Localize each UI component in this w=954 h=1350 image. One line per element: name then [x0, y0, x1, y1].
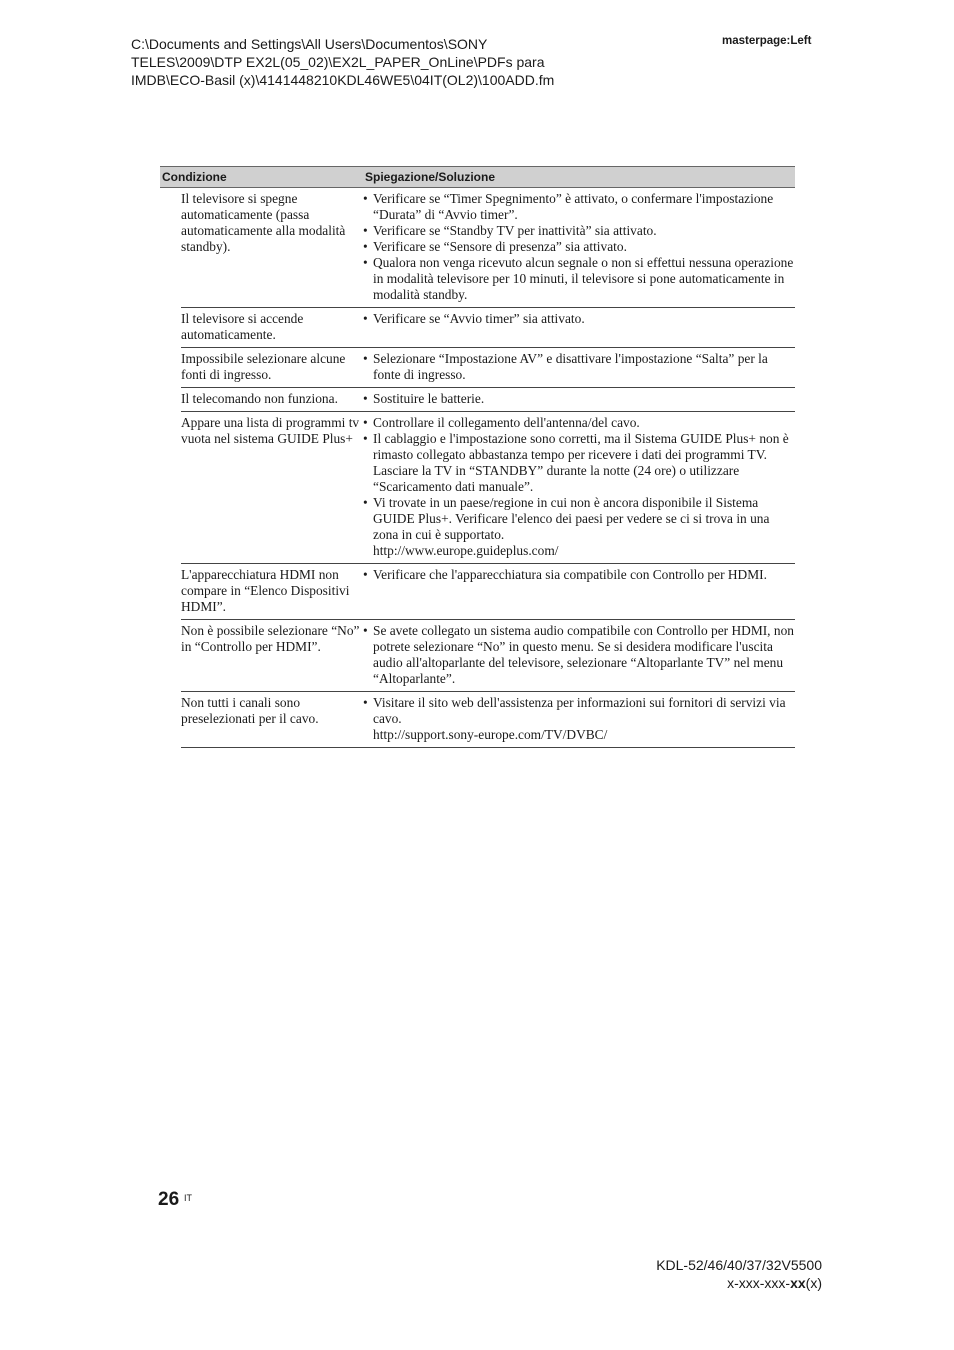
table-row — [181, 388, 795, 412]
solution-text: Verificare se “Sensore di presenza” sia attivato. — [373, 239, 627, 254]
solution-text: Visitare il sito web dell'assistenza per informazioni sui fornitori di servizi via cavo. — [373, 695, 786, 726]
bullet-icon: • — [363, 567, 368, 582]
table-row — [181, 620, 795, 692]
condition-cell: Non è possibile selezionare “No” in “Controllo per HDMI”. — [181, 623, 360, 654]
condition-cell: Il televisore si spegne automaticamente (passa automaticamente alla modalità standby). — [181, 191, 346, 254]
table-row — [181, 308, 795, 348]
column-header-solution: Spiegazione/Soluzione — [365, 170, 496, 184]
condition-cell: Il telecomando non funziona. — [181, 391, 338, 406]
model-line: KDL-52/46/40/37/32V5500 — [656, 1257, 822, 1273]
column-header-condition: Condizione — [162, 170, 227, 184]
bullet-icon: • — [363, 223, 368, 238]
bullet-icon: • — [363, 695, 368, 710]
solution-item — [363, 223, 795, 239]
condition-cell: L'apparecchiatura HDMI non compare in “Elenco Dispositivi HDMI”. — [181, 567, 350, 614]
file-path-line: TELES\2009\DTP EX2L(05_02)\EX2L_PAPER_OnLine\PDFs para — [131, 54, 545, 70]
bullet-icon: • — [363, 415, 368, 430]
product-code-bold: xx — [790, 1275, 806, 1291]
product-code-prefix: x-xxx-xxx- — [727, 1275, 791, 1291]
solution-text: Il cablaggio e l'impostazione sono corretti, ma il Sistema GUIDE Plus+ non è rimasto collegato abbastanza tempo per ricevere i dati dei programmi TV. Lasciare la TV in “STANDBY” durante la notte (24 ore) o utilizzare “Scaricamento dati manuale”. — [373, 431, 789, 494]
solution-item — [363, 567, 795, 583]
table-header — [160, 166, 795, 188]
file-path-header — [131, 35, 651, 89]
solution-cell — [363, 311, 795, 343]
model-info — [656, 1256, 822, 1292]
solution-text: Qualora non venga ricevuto alcun segnale o non si effettui nessuna operazione in modalità televisore per 10 minuti, il televisore si pone automaticamente in modalità standby. — [373, 255, 794, 302]
table-row — [181, 412, 795, 564]
condition-cell: Impossibile selezionare alcune fonti di ingresso. — [181, 351, 346, 382]
product-code — [656, 1274, 822, 1292]
troubleshooting-table — [160, 166, 795, 748]
bullet-icon: • — [363, 351, 368, 366]
table-row — [181, 564, 795, 620]
bullet-icon: • — [363, 191, 368, 206]
table-row — [181, 188, 795, 308]
table-body — [160, 188, 795, 748]
solution-url: http://support.sony-europe.com/TV/DVBC/ — [373, 727, 608, 742]
solution-text: Verificare se “Avvio timer” sia attivato. — [373, 311, 585, 326]
solution-cell — [363, 415, 795, 559]
solution-item — [363, 255, 795, 303]
solution-cell — [363, 391, 795, 407]
solution-text: Controllare il collegamento dell'antenna/del cavo. — [373, 415, 640, 430]
solution-text: Verificare che l'apparecchiatura sia compatibile con Controllo per HDMI. — [373, 567, 767, 582]
bullet-icon: • — [363, 495, 368, 510]
page-language: IT — [184, 1193, 192, 1203]
solution-item — [363, 695, 795, 727]
bullet-icon: • — [363, 255, 368, 270]
product-code-suffix: (x) — [805, 1275, 822, 1291]
solution-text: Vi trovate in un paese/regione in cui non è ancora disponibile il Sistema GUIDE Plus+. Verificare l'elenco dei paesi per vedere se ci si trova in una zona in cui è supportato. — [373, 495, 770, 542]
solution-cell — [363, 623, 795, 687]
solution-item — [363, 391, 795, 407]
masterpage-label: masterpage:Left — [722, 35, 812, 47]
solution-text: Selezionare “Impostazione AV” e disattivare l'impostazione “Salta” per la fonte di ingresso. — [373, 351, 768, 382]
condition-cell: Appare una lista di programmi tv vuota nel sistema GUIDE Plus+ — [181, 415, 360, 446]
solution-text: Sostituire le batterie. — [373, 391, 485, 406]
solution-item — [363, 191, 795, 223]
bullet-icon: • — [363, 311, 368, 326]
page-number: 26 — [158, 1189, 180, 1210]
condition-cell: Il televisore si accende automaticamente. — [181, 311, 304, 342]
bullet-icon: • — [363, 239, 368, 254]
bullet-icon: • — [363, 391, 368, 406]
file-path-line: IMDB\ECO-Basil (x)\4141448210KDL46WE5\04IT(OL2)\100ADD.fm — [131, 72, 555, 88]
table-row — [181, 348, 795, 388]
bullet-icon: • — [363, 623, 368, 638]
solution-item — [363, 623, 795, 687]
solution-cell — [363, 191, 795, 303]
solution-item — [363, 351, 795, 383]
solution-text: Verificare se “Timer Spegnimento” è attivato, o confermare l'impostazione “Durata” di “Avvio timer”. — [373, 191, 774, 222]
solution-item — [363, 495, 795, 543]
condition-cell: Non tutti i canali sono preselezionati per il cavo. — [181, 695, 319, 726]
solution-item — [363, 431, 795, 495]
table-row — [181, 692, 795, 748]
solution-text: Verificare se “Standby TV per inattività” sia attivato. — [373, 223, 657, 238]
bullet-icon: • — [363, 431, 368, 446]
solution-cell — [363, 351, 795, 383]
solution-item — [363, 239, 795, 255]
solution-url: http://www.europe.guideplus.com/ — [373, 543, 559, 558]
solution-cell — [363, 567, 795, 615]
solution-item — [363, 415, 795, 431]
solution-item — [363, 311, 795, 327]
solution-text: Se avete collegato un sistema audio compatibile con Controllo per HDMI, non potrete selezionare “No” in questo menu. Se si desidera modificare l'uscita audio all'altoparlante del televisore, selezionare “Altoparlante TV” nel menu “Altoparlante”. — [373, 623, 794, 686]
solution-cell — [363, 695, 795, 743]
file-path-line: C:\Documents and Settings\All Users\Documentos\SONY — [131, 36, 488, 52]
